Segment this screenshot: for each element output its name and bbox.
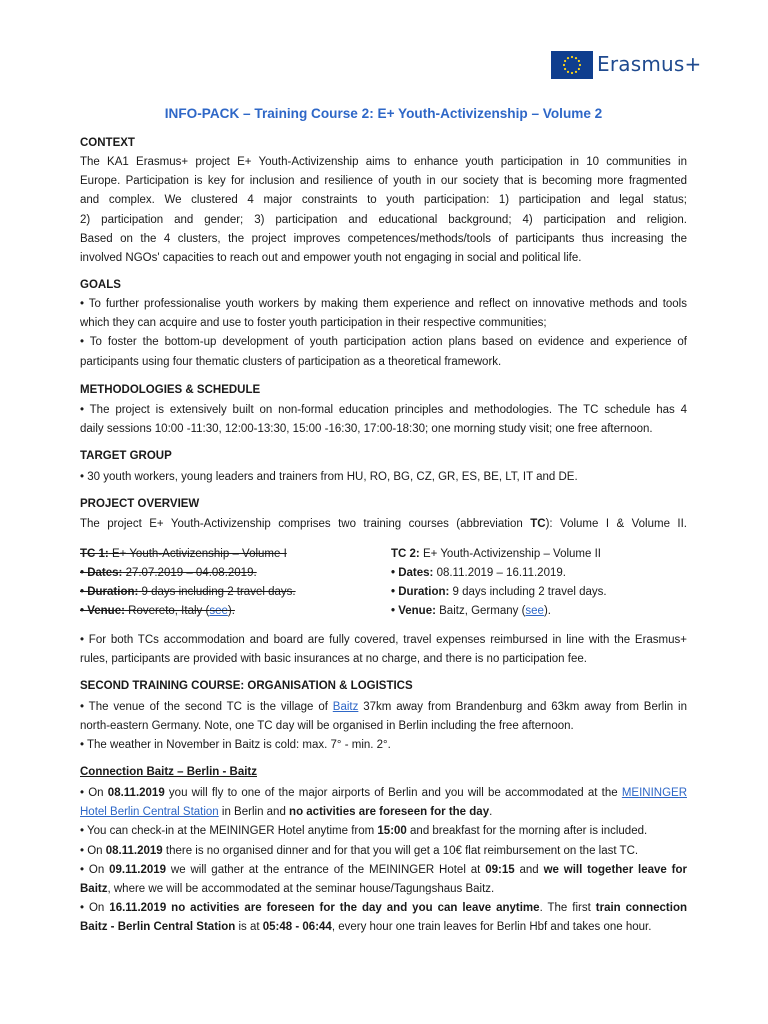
baitz-link[interactable]: Baitz xyxy=(332,701,359,713)
methodologies-paragraph xyxy=(80,401,687,439)
tc2-duration-value: 9 days including 2 travel days. xyxy=(449,586,607,598)
target-line: • 30 youth workers, young leaders and trainers from HU, RO, BG, CZ, GR, ES, BE, LT, IT and DE. xyxy=(80,471,578,483)
connection-line xyxy=(80,822,687,841)
connection-text: and breakfast for the morning after is included. xyxy=(406,825,648,838)
connection-text: • You can check-in at the MEININGER Hotel anytime from xyxy=(80,825,378,838)
tc2-venue-label: • Venue: xyxy=(391,605,436,617)
methodologies-heading: METHODOLOGIES & SCHEDULE xyxy=(80,384,261,396)
connection-heading: Connection Baitz – Berlin - Baitz xyxy=(80,766,257,778)
target-heading: TARGET GROUP xyxy=(80,450,172,462)
tc1-duration-label: • Duration: xyxy=(80,586,139,598)
context-line: The KA1 Erasmus+ project E+ Youth-Activizenship aims to enhance youth participation in 10 communities in xyxy=(80,156,687,168)
meininger-link-cont[interactable]: Hotel Berlin Central Station xyxy=(80,806,219,819)
second-line xyxy=(80,698,687,717)
tc1-title xyxy=(80,545,296,564)
goals-line: participants using four thematic clusters of participation as a theoretical framework. xyxy=(80,355,502,368)
goals-line: which they can acquire and use to foster youth participation in their respective communities; xyxy=(80,317,547,330)
target-paragraph xyxy=(80,468,687,487)
overview-note-line: • For both TCs accommodation and board are fully covered, travel expenses reimbursed in line with the Erasmus+ xyxy=(80,634,687,646)
overview-tc-abbrev: TC xyxy=(530,518,546,530)
tc1-venue-label: • Venue: xyxy=(80,605,125,617)
connection-line xyxy=(80,861,687,880)
connection-bold: train connection xyxy=(595,902,687,915)
connection-time: 09:15 xyxy=(485,863,515,876)
connection-text: • On xyxy=(80,902,110,915)
second-text: • The venue of the second TC is the village of xyxy=(80,701,333,713)
goals-line: • To foster the bottom-up development of youth participation action plans based on evidence and experience of xyxy=(80,336,687,349)
connection-line xyxy=(80,842,687,861)
connection-text: we will gather at the entrance of the MEININGER Hotel at xyxy=(166,863,486,876)
overview-heading: PROJECT OVERVIEW xyxy=(80,498,200,510)
tc1-dates-value: 27.07.2019 – 04.08.2019. xyxy=(122,567,257,579)
connection-bold: Baitz xyxy=(80,882,108,895)
connection-bold: 16.11.2019 no activities are foreseen for the day and you can leave anytime xyxy=(109,902,540,915)
overview-text: ): Volume I & Volume II. xyxy=(545,518,687,530)
tc1-venue-link[interactable]: see xyxy=(209,605,228,617)
tc1-title-value: E+ Youth-Activizenship – Volume I xyxy=(108,548,287,560)
overview-text: The project E+ Youth-Activizenship comprises two training courses (abbreviation xyxy=(80,518,531,530)
connection-text: • On xyxy=(80,787,108,799)
connection-text: , every hour one train leaves for Berlin Hbf and takes one hour. xyxy=(331,921,652,934)
connection-text: and xyxy=(514,863,544,876)
overview-paragraph xyxy=(80,515,687,534)
second-paragraph xyxy=(80,698,687,756)
second-line: north-eastern Germany. Note, one TC day will be organised in Berlin including the free afternoon. xyxy=(80,720,574,733)
connection-text: in Berlin and xyxy=(218,806,290,819)
connection-date: 08.11.2019 xyxy=(105,844,163,857)
connection-text: there is no organised dinner and for that you will get a 10€ flat reimbursement on the last TC. xyxy=(162,844,639,857)
second-text: 37km away from Brandenburg and 63km away from Berlin in xyxy=(358,701,687,713)
tc1-venue-end: ). xyxy=(227,605,235,617)
tc1-title-label: TC 1: xyxy=(80,548,109,560)
eu-flag-icon xyxy=(551,51,593,79)
connection-text: • On xyxy=(80,863,110,876)
connection-text: • On xyxy=(80,844,106,857)
tc2-column xyxy=(391,545,607,621)
connection-text: you will fly to one of the major airports of Berlin and you will be accommodated at the xyxy=(164,787,622,799)
logo-text: Erasmus+ xyxy=(597,52,702,76)
tc2-dates xyxy=(391,564,607,583)
connection-text: , where we will be accommodated at the seminar house/Tagungshaus Baitz. xyxy=(107,882,495,895)
goals-paragraph xyxy=(80,295,687,372)
connection-text: is at xyxy=(235,921,263,934)
meininger-link[interactable]: MEININGER xyxy=(621,787,687,799)
tc2-duration-label: • Duration: xyxy=(391,586,450,598)
tc1-dates xyxy=(80,564,296,583)
connection-line xyxy=(80,880,687,899)
context-line: 2) participation and gender; 3) participation and educational background; 4) participation and religion. xyxy=(80,213,687,226)
context-line: and complex. We clustered 4 major constraints to youth participation: 1) participation and legal status; xyxy=(80,194,687,207)
erasmus-logo xyxy=(551,51,702,79)
connection-text: . The first xyxy=(539,902,596,915)
connection-bold: no activities are foreseen for the day xyxy=(289,806,490,819)
context-line: Europe. Participation is key for inclusion and resilience of youth in our society that is becoming more fragmented xyxy=(80,175,687,188)
tc2-venue xyxy=(391,602,607,621)
tc2-dates-label: • Dates: xyxy=(391,567,434,579)
second-line: • The weather in November in Baitz is cold: max. 7° - min. 2°. xyxy=(80,739,391,752)
tc1-venue xyxy=(80,602,296,621)
connection-paragraph xyxy=(80,784,687,938)
context-line: involved NGOs' capacities to reach out and empower youth not engaging in social and political life. xyxy=(80,251,582,264)
second-heading: SECOND TRAINING COURSE: ORGANISATION & LOGISTICS xyxy=(80,680,413,692)
tc1-column xyxy=(80,545,296,621)
goals-heading: GOALS xyxy=(80,279,121,291)
tc2-title-value: E+ Youth-Activizenship – Volume II xyxy=(419,548,601,560)
connection-line xyxy=(80,899,687,918)
connection-date: 08.11.2019 xyxy=(107,787,165,799)
tc2-duration xyxy=(391,583,607,602)
context-heading: CONTEXT xyxy=(80,137,135,149)
context-paragraph xyxy=(80,153,687,268)
methodologies-line: • The project is extensively built on non-formal education principles and methodologies. The TC schedule has 4 xyxy=(80,404,687,416)
overview-line xyxy=(80,515,687,534)
connection-date: 09.11.2019 xyxy=(109,863,167,876)
connection-line xyxy=(80,803,687,822)
connection-line xyxy=(80,784,687,803)
overview-note xyxy=(80,631,687,669)
connection-time: 05:48 - 06:44 xyxy=(262,921,332,934)
tc1-duration xyxy=(80,583,296,602)
tc2-venue-link[interactable]: see xyxy=(525,605,544,617)
methodologies-line: daily sessions 10:00 -11:30, 12:00-13:30, 15:00 -16:30, 17:00-18:30; one morning study visit; one free afternoon. xyxy=(80,423,653,436)
connection-time: 15:00 xyxy=(377,825,407,838)
connection-line xyxy=(80,918,687,937)
tc1-duration-value: 9 days including 2 travel days. xyxy=(138,586,296,598)
connection-bold: Baitz - Berlin Central Station xyxy=(80,921,236,934)
context-line: Based on the 4 clusters, the project improves competences/methods/tools of participants thus increasing the xyxy=(80,232,687,245)
connection-text: . xyxy=(489,806,493,819)
tc2-title xyxy=(391,545,607,564)
tc1-venue-value: Rovereto, Italy ( xyxy=(124,605,210,617)
tc2-venue-value: Baitz, Germany ( xyxy=(435,605,526,617)
tc2-dates-value: 08.11.2019 – 16.11.2019. xyxy=(433,567,566,579)
tc2-title-label: TC 2: xyxy=(391,548,420,560)
goals-line: • To further professionalise youth workers by making them experience and reflect on innovative methods and tools xyxy=(80,298,687,310)
page-title: INFO-PACK – Training Course 2: E+ Youth-Activizenship – Volume 2 xyxy=(164,106,603,121)
connection-bold: we will together leave for xyxy=(543,863,687,876)
tc2-venue-end: ). xyxy=(543,605,551,617)
overview-note-line: rules, participants are provided with basic insurances at no charge, and there is no participation fee. xyxy=(80,653,587,666)
tc1-dates-label: • Dates: xyxy=(80,567,123,579)
